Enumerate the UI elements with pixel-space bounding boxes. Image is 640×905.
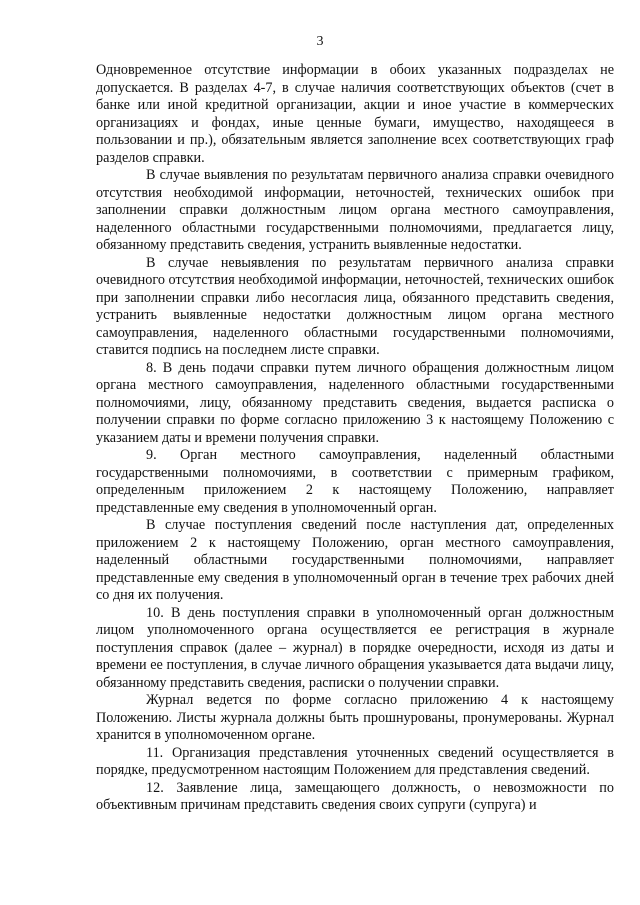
paragraph: В случае невыявления по результатам первичного анализа справки очевидного отсутствия необходимой информации, неточностей, технических ошибок при заполнении справки либо несогласия лица, обязанного представить сведения, устранить выявленные недостатки должностным лицом органа местного самоуправления, наделенного областными государственными полномочиями, ставится подпись на последнем листе справки. — [96, 254, 614, 358]
paragraph: 10. В день поступления справки в уполномоченный орган должностным лицом уполномоченного органа осуществляется ее регистрация в журнале поступления справок (далее – журнал) в порядке очередности, исходя из даты и времени ее поступления, в случае личного обращения указывается дата выдачи лицу, обязанному представить сведения, расписки о получении справки. — [96, 604, 614, 691]
paragraph: 9. Орган местного самоуправления, наделенный областными государственными полномочиями, в соответствии с примерным графиком, определенным приложением 2 к настоящему Положению, направляет представленные ему сведения в уполномоченный орган. — [96, 447, 614, 516]
paragraph: Журнал ведется по форме согласно приложению 4 к настоящему Положению. Листы журнала должны быть прошнурованы, пронумерованы. Журнал хранится в уполномоченном органе. — [96, 692, 614, 743]
document-body — [96, 62, 614, 815]
paragraph: В случае выявления по результатам первичного анализа справки очевидного отсутствия необходимой информации, неточностей, технических ошибок при заполнении справки должностным лицом органа местного самоуправления, наделенного областными государственными полномочиями, предлагается лицу, обязанному представить сведения, устранить выявленные недостатки. — [96, 167, 614, 253]
paragraph: 12. Заявление лица, замещающего должность, о невозможности по объективным причинам представить сведения своих супруги (супруга) и — [96, 779, 614, 813]
page-number: 3 — [316, 34, 324, 49]
paragraph: Одновременное отсутствие информации в обоих указанных подразделах не допускается. В разделах 4-7, в случае наличия соответствующих объектов (счет в банке или иной кредитной организации, акции и иное участие в коммерческих организациях и фондах, иные ценные бумаги, имущество, находящееся в пользовании и пр.), обязательным является заполнение всех соответствующих граф разделов справки. — [96, 62, 614, 166]
paragraph: В случае поступления сведений после наступления дат, определенных приложением 2 к настоящему Положению, орган местного самоуправления, наделенный областными государственными полномочиями, направляет представленные ему сведения в уполномоченный орган в течение трех рабочих дней со дня их получения. — [96, 517, 614, 603]
paragraph: 8. В день подачи справки путем личного обращения должностным лицом органа местного самоуправления, наделенного областными государственными полномочиями, лицу, обязанному представить сведения, выдается расписка о получении справки по форме согласно приложению 3 к настоящему Положению с указанием даты и времени получения справки. — [96, 359, 614, 446]
paragraph: 11. Организация представления уточненных сведений осуществляется в порядке, предусмотренном настоящим Положением для представления сведений. — [96, 744, 614, 778]
